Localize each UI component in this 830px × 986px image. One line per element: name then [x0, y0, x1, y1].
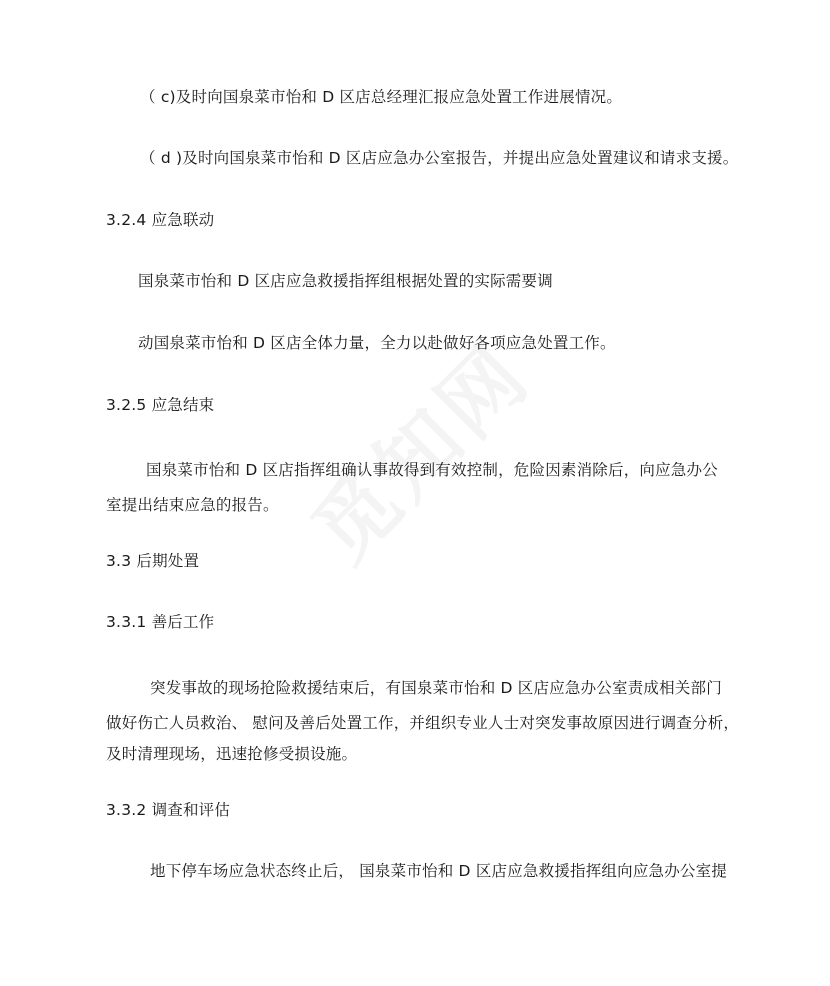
paragraph-line: 地下停车场应急状态终止后， 国泉菜市怡和 D 区店应急救援指挥组向应急办公室提: [150, 862, 728, 880]
paragraph-line: 及时清理现场，迅速抢修受损设施。: [106, 745, 358, 763]
section-heading-3-3-1: 3.3.1 善后工作: [106, 613, 215, 631]
section-heading-3-3: 3.3 后期处置: [106, 552, 200, 570]
paragraph-line: 国泉菜市怡和 D 区店指挥组确认事故得到有效控制，危险因素消除后，向应急办公: [146, 461, 718, 479]
paragraph-line: 国泉菜市怡和 D 区店应急救援指挥组根据处置的实际需要调: [138, 272, 553, 290]
paragraph-line: 室提出结束应急的报告。: [106, 496, 279, 514]
paragraph-line-d: （ d )及时向国泉菜市怡和 D 区店应急办公室报告，并提出应急处置建议和请求支援。: [140, 149, 739, 167]
paragraph-line: 动国泉菜市怡和 D 区店全体力量，全力以赴做好各项应急处置工作。: [138, 334, 616, 352]
paragraph-line: 突发事故的现场抢险救援结束后，有国泉菜市怡和 D 区店应急办公室责成相关部门: [150, 679, 722, 697]
section-heading-3-2-5: 3.2.5 应急结束: [106, 396, 215, 414]
paragraph-line: 做好伤亡人员救治、 慰问及善后处置工作，并组织专业人士对突发事故原因进行调查分析，: [106, 714, 740, 732]
paragraph-line-c: （ c)及时向国泉菜市怡和 D 区店总经理汇报应急处置工作进展情况。: [140, 88, 623, 106]
watermark: [282, 314, 551, 583]
section-heading-3-3-2: 3.3.2 调查和评估: [106, 801, 231, 819]
section-heading-3-2-4: 3.2.4 应急联动: [106, 211, 215, 229]
